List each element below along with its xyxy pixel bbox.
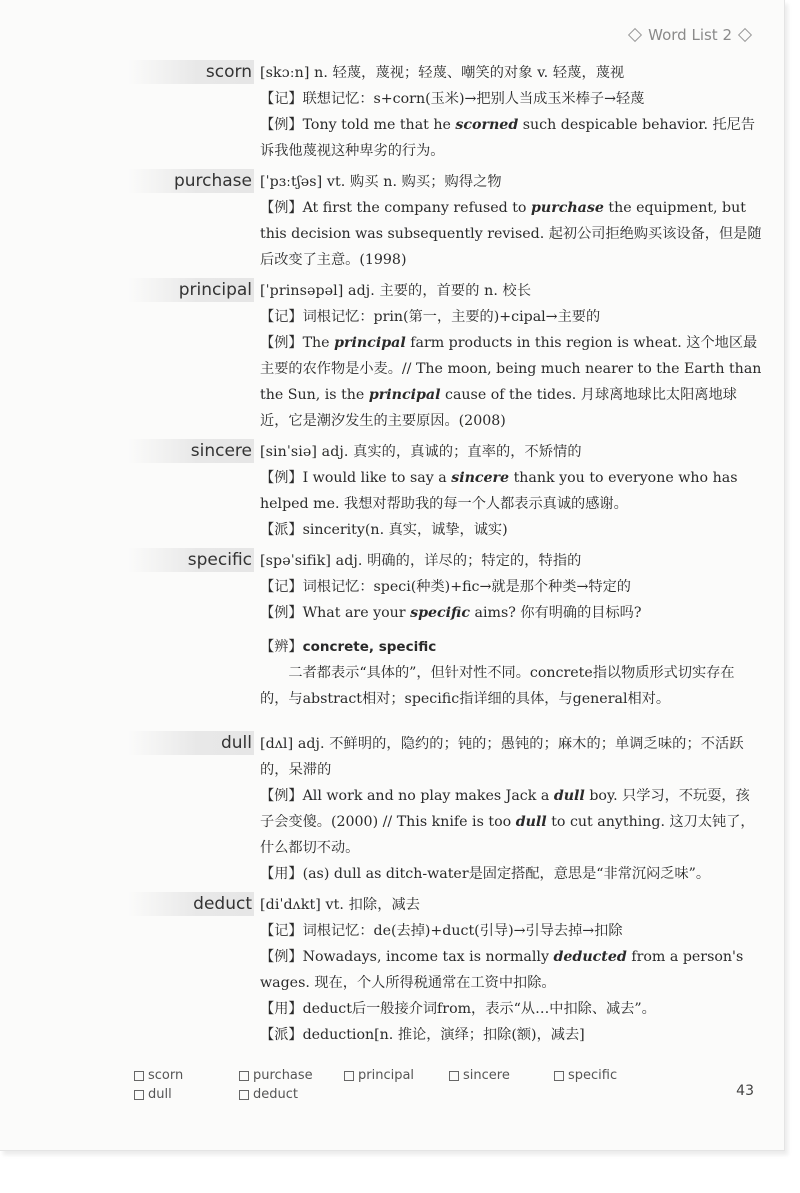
- example-text: 【例】The: [260, 335, 335, 351]
- example-keyword: specific: [410, 605, 471, 621]
- example: [260, 944, 762, 996]
- example-text: 【例】Nowadays, income tax is normally: [260, 949, 554, 965]
- headword: deduct: [128, 892, 254, 916]
- example-text: from a person's wages. 现在，个人所得税通常在工资中扣除。: [260, 949, 744, 991]
- diamond-icon: [738, 28, 752, 42]
- example-text: such despicable behavior. 托尼告诉我他蔑视这种卑劣的行为。: [260, 117, 756, 159]
- example-keyword: principal: [334, 335, 406, 351]
- example-text: thank you to everyone who has helped me. 我想对帮助我的每一个人都表示真诚的感谢。: [260, 470, 738, 512]
- definition: [skɔːn] n. 轻蔑，蔑视；轻蔑、嘲笑的对象 v. 轻蔑，蔑视: [260, 65, 625, 81]
- definition: [ˈprinsəpəl] adj. 主要的，首要的 n. 校长: [260, 283, 532, 299]
- example: [260, 330, 762, 434]
- headword: specific: [128, 548, 254, 572]
- checkbox[interactable]: [554, 1071, 564, 1081]
- distinction-tag: 【辨】: [260, 639, 303, 655]
- checkbox[interactable]: [239, 1090, 249, 1100]
- example-keyword: dull: [515, 814, 547, 830]
- checklist-item[interactable]: [134, 1068, 239, 1083]
- headword: purchase: [128, 169, 254, 193]
- example-text: 【例】Tony told me that he: [260, 117, 456, 133]
- example-text: aims? 你有明确的目标吗?: [470, 605, 642, 621]
- entry-purchase: [0, 169, 784, 273]
- entry-principal: [0, 278, 784, 434]
- example-keyword: scorned: [455, 117, 519, 133]
- entry-scorn: [0, 60, 784, 164]
- checkbox[interactable]: [239, 1071, 249, 1081]
- memory-tip: 【记】联想记忆：s+corn(玉米)→把别人当成玉米棒子→轻蔑: [260, 91, 645, 107]
- example-text: 【例】All work and no play makes Jack a: [260, 788, 554, 804]
- distinction-heading: [260, 634, 762, 660]
- checklist-item[interactable]: [449, 1068, 554, 1083]
- definition: [sinˈsiə] adj. 真实的，真诚的；直率的，不矫情的: [260, 444, 582, 460]
- review-checklist: [134, 1068, 714, 1102]
- entry-deduct: [0, 892, 784, 1048]
- checklist-label: specific: [568, 1068, 618, 1083]
- checkbox[interactable]: [134, 1071, 144, 1081]
- derivative: 【派】sincerity(n. 真实，诚挚，诚实): [260, 522, 508, 538]
- header-title: Word List 2: [648, 26, 732, 44]
- checklist-item[interactable]: [239, 1068, 344, 1083]
- usage-note: 【用】deduct后一般接介词from，表示“从…中扣除、减去”。: [260, 1001, 656, 1017]
- example-keyword: dull: [553, 788, 585, 804]
- checklist-label: deduct: [253, 1087, 298, 1102]
- definition: [dʌl] adj. 不鲜明的，隐约的；钝的；愚钝的；麻木的；单调乏味的；不活跃的，呆滞的: [260, 736, 744, 778]
- checklist-item[interactable]: [239, 1087, 344, 1102]
- memory-tip: 【记】词根记忆：de(去掉)+duct(引导)→引导去掉→扣除: [260, 923, 623, 939]
- definition: [ˈpɜːtʃəs] vt. 购买 n. 购买；购得之物: [260, 174, 502, 190]
- checklist-label: dull: [148, 1087, 172, 1102]
- example: [260, 195, 762, 273]
- example-text: 【例】At first the company refused to: [260, 200, 531, 216]
- example-text: the equipment, but this decision was subsequently revised. 起初公司拒绝购买该设备，但是随后改变了主意。(1998): [260, 200, 762, 268]
- example: [260, 465, 762, 517]
- page-number: 43: [736, 1083, 754, 1099]
- example-text: 【例】What are your: [260, 605, 411, 621]
- checklist-item[interactable]: [134, 1087, 239, 1102]
- example-keyword: deducted: [553, 949, 627, 965]
- example: [260, 783, 762, 861]
- usage-note: 【用】(as) dull as ditch-water是固定搭配，意思是“非常沉闷乏味”。: [260, 866, 711, 882]
- example-text: to cut anything. 这刀太钝了，什么都切不动。: [260, 814, 755, 856]
- checklist-label: principal: [358, 1068, 415, 1083]
- example-keyword: purchase: [530, 200, 604, 216]
- word-list: [0, 60, 784, 1053]
- memory-tip: 【记】词根记忆：prin(第一，主要的)+cipal→主要的: [260, 309, 601, 325]
- checklist-label: sincere: [463, 1068, 510, 1083]
- checkbox[interactable]: [134, 1090, 144, 1100]
- checklist-label: purchase: [253, 1068, 313, 1083]
- distinction-text: 二者都表示“具体的”，但针对性不同。concrete指以物质形式切实存在的，与abstract相对；specific指详细的具体，与general相对。: [260, 665, 735, 707]
- distinction-words: concrete, specific: [302, 639, 437, 655]
- derivative: 【派】deduction[n. 推论，演绎；扣除(额)，减去]: [260, 1027, 585, 1043]
- checklist-label: scorn: [148, 1068, 184, 1083]
- checkbox[interactable]: [344, 1071, 354, 1081]
- page-header: [630, 26, 750, 44]
- example: [260, 600, 762, 626]
- example-keyword: principal: [368, 387, 441, 403]
- memory-tip: 【记】词根记忆：speci(种类)+fic→就是那个种类→特定的: [260, 579, 631, 595]
- headword: principal: [128, 278, 254, 302]
- checklist-item[interactable]: [554, 1068, 659, 1083]
- entry-specific: [0, 548, 784, 726]
- headword: dull: [128, 731, 254, 755]
- headword: scorn: [128, 60, 254, 84]
- example-text: 【例】I would like to say a: [260, 470, 452, 486]
- example: [260, 112, 762, 164]
- example-text: boy. 只学习，不玩耍，孩子会变傻。(2000) // This knife is too: [260, 788, 750, 830]
- checkbox[interactable]: [449, 1071, 459, 1081]
- checklist-item[interactable]: [344, 1068, 449, 1083]
- example-text: farm products in this region is wheat. 这个地区最主要的农作物是小麦。// The moon, being much nearer to the Earth than the Sun, is the: [260, 335, 762, 403]
- definition: [diˈdʌkt] vt. 扣除，减去: [260, 897, 421, 913]
- entry-dull: [0, 731, 784, 887]
- example-keyword: sincere: [451, 470, 510, 486]
- diamond-icon: [628, 28, 642, 42]
- definition: [spəˈsifik] adj. 明确的，详尽的；特定的，特指的: [260, 553, 582, 569]
- example-text: cause of the tides. 月球离地球比太阳离地球近，它是潮汐发生的主要原因。(2008): [260, 387, 737, 429]
- headword: sincere: [128, 439, 254, 463]
- entry-sincere: [0, 439, 784, 543]
